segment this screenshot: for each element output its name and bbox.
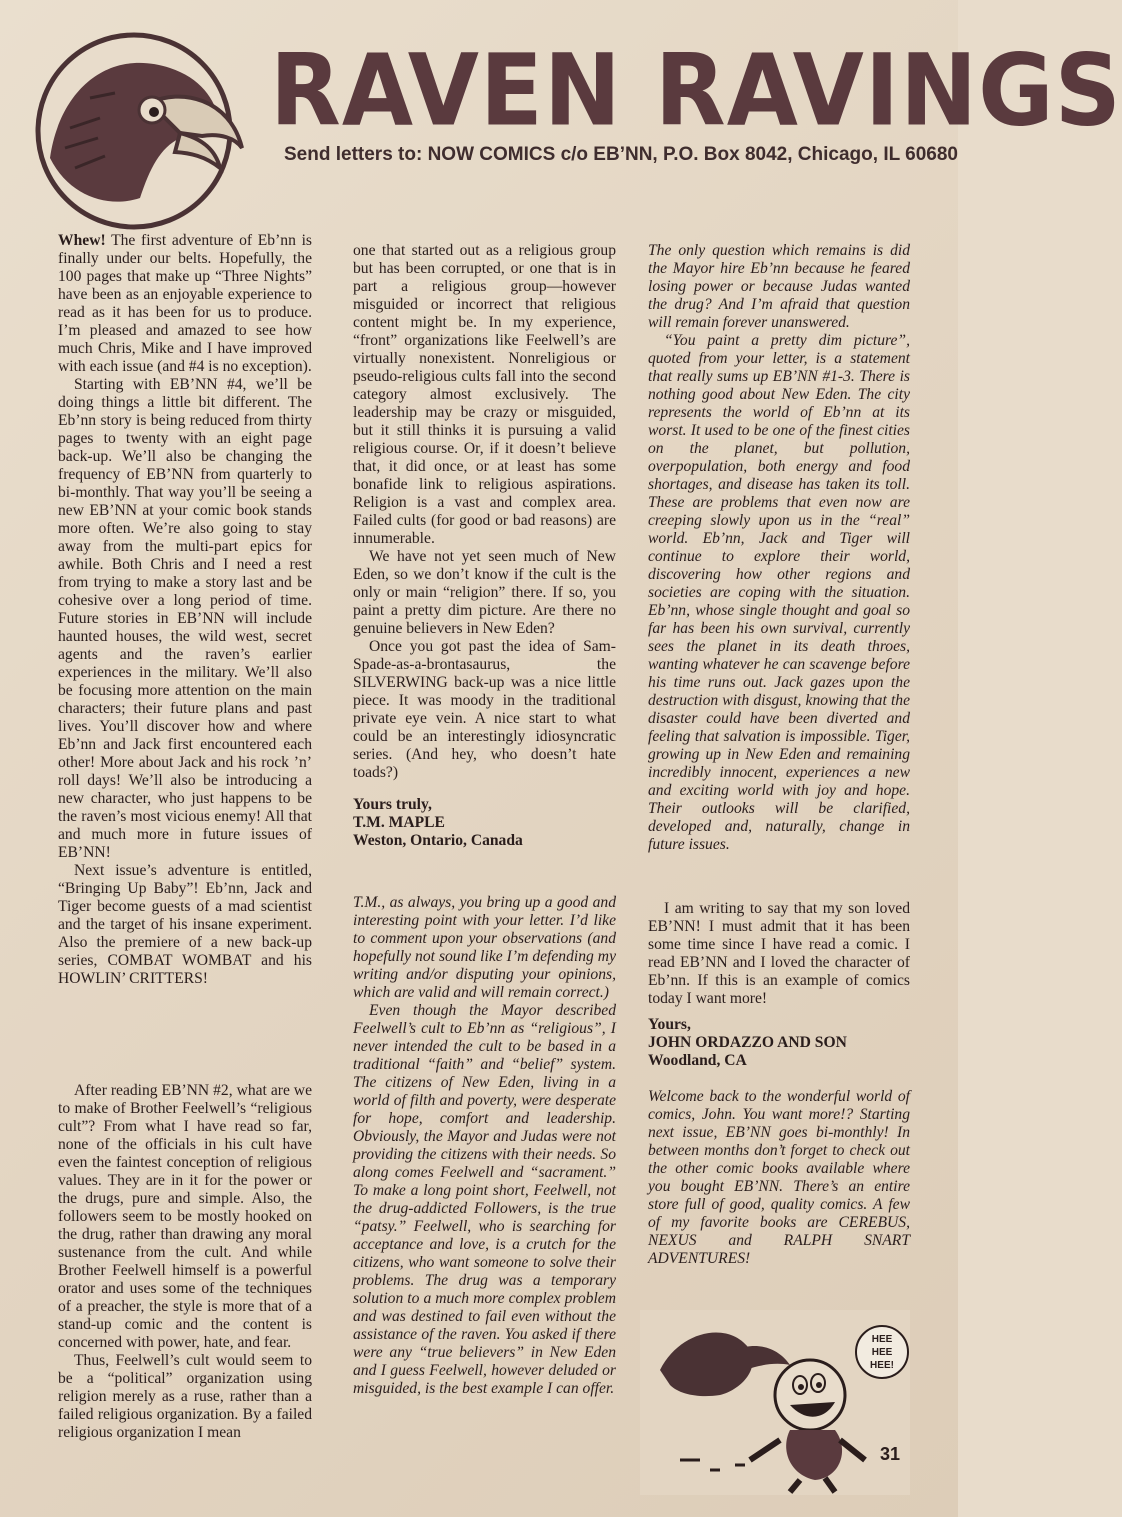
second-letter [648,900,910,1008]
reply-paragraph: Welcome back to the wonderful world of comics, John. You want more!? Starting next issue, EB’NN goes bi-monthly! In between months don’t forget to check out the other comic books available where you bought EB’NN. There’s an entire store full of good, quality comics. A few of my favorite books are CEREBUS, NEXUS and RALPH SNART ADVENTURES! [648,1088,910,1267]
editor-reply-continued [648,242,910,854]
letter-paragraph: one that started out as a religious group but has been corrupted, or one that is in part a religious group—however misguided or incorrect that religious content might be. In my experience, “front” organizations like Feelwell’s are virtually nonexistent. Nonreligious or pseudo-religious cults fall into the second category almost exclusively. The leadership may be crazy or misguided, but it still thinks it is pursuing a valid religious course. Or, if it doesn’t believe that, it did once, or at least has some bonafide link to religious aspirations. Religion is a vast and complex area. Failed cults (for good or bad reasons) are innumerable. [353,242,616,547]
letter-signature [648,1016,910,1070]
editorial-paragraph: Starting with EB’NN #4, we’ll be doing things a little bit different. The Eb’nn story is being reduced from thirty pages to twenty with an eight page back-up. We’ll also be changing the frequency of EB’NN from quarterly to bi-monthly. That way you’ll be seeing a new EB’NN at your comic book stands more often. We’re also going to stay away from the multi-part epics for awhile. Both Chris and I need a rest from trying to make a story last and be cohesive over a long period of time. Future stories in EB’NN will include haunted houses, the wild west, secret agents and the raven’s earlier experiences in the military. We’ll also be focusing more attention on the main characters; their future plans and past lives. You’ll discover how and where Eb’nn and Jack first encountered each other! More about Jack and his rock ’n’ roll days! We’ll also be introducing a new character, who just happens to be the raven’s most vicious enemy! All that and much more in future issues of EB’NN! [58,376,312,861]
letter-paragraph: After reading EB’NN #2, what are we to make of Brother Feelwell’s “religious cult”? From what I have read so far, none of the officials in his cult have even the faintest conception of religious values. They are in it for the power or the drugs, pure and simple. Also, the followers seem to be mostly hooked on the drug, rather than drawing any moral sustenance from the cult. And while Brother Feelwell himself is a powerful orator and uses some of the techniques of a preacher, the style is more that of a stand-up comic and the content is concerned with power, hate, and fear. [58,1082,312,1351]
editor-reply-column [353,894,616,1398]
letter-paragraph: Thus, Feelwell’s cult would seem to be a “political” organization using religion merely as a ruse, rather than a failed religious organization. By a failed religious organization I mean [58,1352,312,1441]
page-number: 31 [880,1444,901,1464]
raven-head-logo [30,28,248,234]
reply-paragraph: Even though the Mayor described Feelwell’s cult to Eb’nn as “religious”, I never intended the cult to be based in a traditional “faith” and “belief” system. The citizens of New Eden, living in a world of filth and poverty, were desperate for hope, comfort and leadership. Obviously, the Mayor and Judas were not providing the citizens with their needs. So along comes Feelwell and “sacrament.” To make a long point short, Feelwell, not the drug-addicted Followers, is the true “patsy.” Feelwell, who is searching for acceptance and love, is a crutch for the citizens, who want someone to solve their problems. The drug was a temporary solution to a much more complex problem and was destined to fail even without the assistance of the raven. You asked if there were any “true believers” in New Eden and I guess Feelwell, however deluded or misguided, is the best example I can offer. [353,1002,616,1397]
editorial-text: The first adventure of Eb’nn is finally under our belts. Hopefully, the 100 pages that make up “Three Nights” have been as an enjoyable experience to read as it has been for us to produce. I’m pleased and amazed to see how much Chris, Mike and I have improved with each issue (and #4 is no exception). [58,232,312,375]
editorial-paragraph: Next issue’s adventure is entitled, “Bringing Up Baby”! Eb’nn, Jack and Tiger become guests of a mad scientist and the target of his insane experiment. Also the premiere of a new back-up series, COMBAT WOMBAT and his HOWLIN’ CRITTERS! [58,862,312,987]
letters-address: Send letters to: NOW COMICS c/o EB’NN, P.O. Box 8042, Chicago, IL 60680 [284,144,958,165]
letter-signature [353,796,616,850]
letter-paragraph: I am writing to say that my son loved EB’NN! I must admit that it has been some time since I have read a comic. I read EB’NN and I loved the character of Eb’nn. If this is an example of comics today I want more! [648,900,910,1007]
letter-paragraph: Once you got past the idea of Sam-Spade-as-a-brontasaurus, the SILVERWING back-up was a nice little piece. It was moody in the traditional private eye vein. A nice start to what could be an interestingly idiosyncratic series. (And hey, who doesn’t hate toads?) [353,638,616,781]
speech-text: HEE! [870,1360,894,1371]
signature-location: Weston, Ontario, Canada [353,832,523,849]
laughing-character-cartoon [640,1310,910,1495]
letter-column-continued [353,242,616,850]
reply-paragraph: The only question which remains is did the Mayor hire Eb’nn because he feared losing power or because Judas wanted the drug? And I’m afraid that question will remain forever unanswered. [648,242,910,331]
reply-paragraph: “You paint a pretty dim picture”, quoted from your letter, is a statement that really sums up EB’NN #1-3. There is nothing good about New Eden. The city represents the world of Eb’nn at its worst. It used to be one of the finest cities on the planet, but pollution, overpopulation, both energy and food shortages, and disease has taken its toll. These are problems that even now are creeping slowly upon us in the “real” world. Eb’nn, Jack and Tiger will continue to explore their world, discovering how other regions and societies are coping with the situation. Eb’nn, whose single thought and goal so far has been his own survival, currently sees the planet in its death throes, wanting whatever he can scavenge before his time runs out. Jack gazes upon the destruction with disgust, knowing that the disaster could have been diverted and feeling that salvation is impossible. Tiger, growing up in New Eden and remaining incredibly innocent, experiences a new and exciting world with joy and hope. Their outlooks will be clarified, developed and, naturally, change in future issues. [648,332,910,853]
speech-text: HEE [871,1334,893,1345]
page-title: RAVEN RAVINGS [270,32,1122,149]
signature-closing: Yours, [648,1016,691,1033]
signature-name: T.M. MAPLE [353,814,445,831]
editorial-column [58,232,312,988]
signature-location: Woodland, CA [648,1052,747,1069]
signature-name: JOHN ORDAZZO AND SON [648,1034,847,1051]
letter-paragraph: We have not yet seen much of New Eden, so we don’t know if the cult is the only or main “religion” there. If so, you paint a pretty dim picture. Are there no genuine believers in New Eden? [353,548,616,637]
speech-text: HEE [871,1347,893,1358]
editorial-paragraph [58,232,312,376]
lead-word: Whew! [58,232,106,249]
letter-column-start [58,1082,312,1442]
reply-paragraph: T.M., as always, you bring up a good and interesting point with your letter. I’d like to comment upon your observations (and hopefully not sound like I’m defending my writing and/or disputing your opinions, which are valid and will remain correct.) [353,894,616,1001]
signature-closing: Yours truly, [353,796,432,813]
second-reply [648,1088,910,1268]
